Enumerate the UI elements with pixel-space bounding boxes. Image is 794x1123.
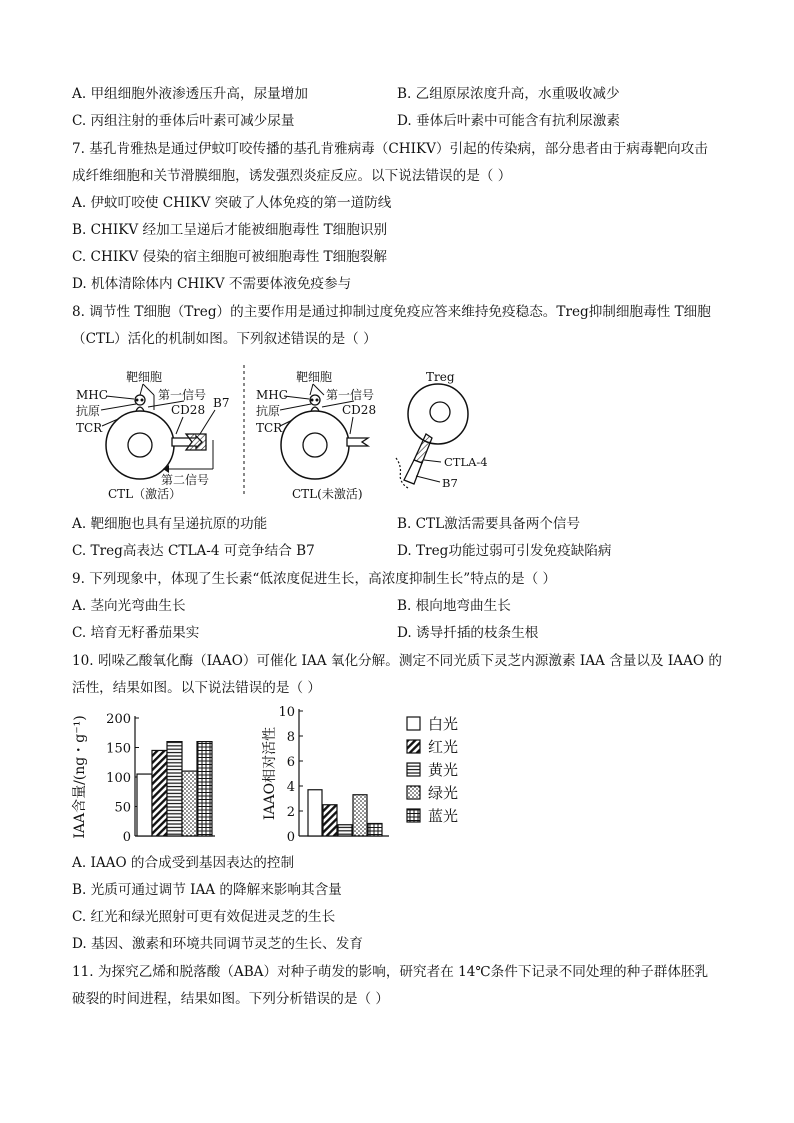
ctl-activation-diagram bbox=[68, 362, 488, 502]
y-tick-label: 2 bbox=[286, 805, 295, 820]
q7-option-b: B. CHIKV 经加工呈递后才能被细胞毒性 T细胞识别 bbox=[72, 222, 388, 238]
q8-option-a: A. 靶细胞也具有呈递抗原的功能 bbox=[72, 516, 268, 532]
q8-option-b: B. CTL激活需要具备两个信号 bbox=[397, 516, 581, 532]
legend-swatch-white bbox=[407, 717, 420, 730]
treg-panel bbox=[396, 370, 488, 490]
label-treg: Treg bbox=[426, 370, 455, 384]
q10-option-b: B. 光质可通过调节 IAA 的降解来影响其含量 bbox=[72, 882, 342, 898]
y-tick-label: 50 bbox=[114, 800, 131, 816]
q10-option-d: D. 基因、激素和环境共同调节灵芝的生长、发育 bbox=[72, 936, 363, 952]
label-antigen: 抗原 bbox=[76, 404, 101, 418]
q9-stem: 9. 下列现象中，体现了生长素“低浓度促进生长，高浓度抑制生长”特点的是（ ） bbox=[72, 571, 557, 587]
label-cd28: CD28 bbox=[171, 403, 206, 417]
q7-stem-line-2: 成纤维细胞和关节滑膜细胞，诱发强烈炎症反应。以下说法错误的是（ ） bbox=[72, 168, 512, 184]
bar-red bbox=[323, 805, 337, 836]
q9-option-d: D. 诱导扦插的枝条生根 bbox=[397, 625, 539, 641]
label-ctl-inactive: CTL(未激活) bbox=[292, 487, 363, 501]
label-cd28-2: CD28 bbox=[342, 403, 377, 417]
legend-label-yellow: 黄光 bbox=[428, 761, 459, 779]
q6-option-b: B. 乙组原尿浓度升高，水重吸收减少 bbox=[397, 86, 620, 102]
label-mhc-2: MHC bbox=[256, 388, 288, 402]
y-tick-label: 0 bbox=[286, 830, 295, 845]
label-signal-1: 第一信号 bbox=[158, 388, 207, 402]
legend-swatch-yellow bbox=[407, 763, 420, 776]
label-ctla4: CTLA-4 bbox=[444, 455, 488, 469]
q10-option-c: C. 红光和绿光照射可更有效促进灵芝的生长 bbox=[72, 909, 336, 925]
q8-option-c: C. Treg高表达 CTLA-4 可竞争结合 B7 bbox=[72, 543, 315, 559]
iaa-content-chart bbox=[72, 712, 215, 845]
q11-stem-line-1: 11. 为探究乙烯和脱落酸（ABA）对种子萌发的影响，研究者在 14℃条件下记录不同处理的种子群体胚乳 bbox=[72, 964, 709, 980]
q7-option-a: A. 伊蚊叮咬使 CHIKV 突破了人体免疫的第一道防线 bbox=[72, 195, 392, 211]
ctl-activated-panel bbox=[76, 369, 229, 501]
y-axis-label: IAAO相对活性 bbox=[262, 726, 278, 821]
label-b7-treg: B7 bbox=[442, 476, 458, 490]
light-quality-legend bbox=[407, 715, 458, 825]
bar-white bbox=[308, 790, 322, 836]
legend-label-red: 红光 bbox=[428, 738, 459, 756]
legend-label-blue: 蓝光 bbox=[428, 807, 459, 825]
bar-blue bbox=[368, 824, 382, 837]
y-tick-label: 150 bbox=[106, 741, 131, 757]
q10-charts bbox=[68, 704, 478, 846]
bar-yellow bbox=[338, 825, 352, 836]
q9-option-a: A. 茎向光弯曲生长 bbox=[72, 598, 186, 614]
bar-white bbox=[137, 774, 152, 836]
label-signal-2: 第二信号 bbox=[161, 473, 210, 487]
q8-stem-line-2: （CTL）活化的机制如图。下列叙述错误的是（ ） bbox=[72, 331, 377, 347]
legend-swatch-red bbox=[407, 740, 420, 753]
legend-swatch-blue bbox=[407, 809, 420, 822]
q10-stem-line-1: 10. 吲哚乙酸氧化酶（IAAO）可催化 IAA 氧化分解。测定不同光质下灵芝内源激素 IAA 含量以及 IAAO 的 bbox=[72, 653, 722, 669]
y-tick-label: 10 bbox=[278, 705, 295, 720]
y-tick-label: 4 bbox=[286, 780, 295, 795]
q8-option-d: D. Treg功能过弱可引发免疫缺陷病 bbox=[397, 543, 612, 559]
label-target-cell-2: 靶细胞 bbox=[296, 370, 333, 384]
q6-option-a: A. 甲组细胞外液渗透压升高，尿量增加 bbox=[72, 86, 308, 102]
y-tick-label: 8 bbox=[286, 730, 295, 745]
q8-stem-line-1: 8. 调节性 T细胞（Treg）的主要作用是通过抑制过度免疫应答来维持免疫稳态。Treg抑制细胞毒性 T细胞 bbox=[72, 304, 711, 320]
y-tick-label: 100 bbox=[106, 771, 131, 786]
ctl-inactive-panel bbox=[256, 369, 376, 501]
q7-option-d: D. 机体清除体内 CHIKV 不需要体液免疫参与 bbox=[72, 276, 352, 292]
bar-green bbox=[353, 795, 367, 836]
y-tick-label: 6 bbox=[286, 755, 295, 770]
b7-bound bbox=[404, 460, 422, 484]
bar-red bbox=[152, 750, 167, 836]
label-mhc: MHC bbox=[76, 388, 108, 402]
q6-option-d: D. 垂体后叶素中可能含有抗利尿激素 bbox=[397, 113, 620, 129]
label-antigen-2: 抗原 bbox=[256, 404, 281, 418]
bar-green bbox=[182, 771, 197, 836]
q10-stem-line-2: 活性，结果如图。以下说法错误的是（ ） bbox=[72, 680, 322, 696]
legend-label-white: 白光 bbox=[428, 715, 459, 733]
q7-stem-line-1: 7. 基孔肯雅热是通过伊蚊叮咬传播的基孔肯雅病毒（CHIKV）引起的传染病，部分患者由于病毒靶向攻击 bbox=[72, 141, 708, 157]
label-ctl-activated: CTL（激活） bbox=[108, 487, 182, 501]
bar-yellow bbox=[167, 742, 182, 836]
legend-label-green: 绿光 bbox=[428, 784, 459, 802]
y-tick-label: 0 bbox=[122, 830, 131, 845]
y-tick-label: 200 bbox=[106, 712, 131, 727]
legend-swatch-green bbox=[407, 786, 420, 799]
iaao-activity-chart bbox=[261, 705, 389, 845]
q9-option-b: B. 根向地弯曲生长 bbox=[397, 598, 511, 614]
q10-option-a: A. IAAO 的合成受到基因表达的控制 bbox=[72, 855, 295, 871]
q7-option-c: C. CHIKV 侵染的宿主细胞可被细胞毒性 T细胞裂解 bbox=[72, 249, 387, 265]
label-target-cell: 靶细胞 bbox=[126, 370, 163, 384]
label-tcr-2: TCR bbox=[256, 421, 283, 435]
q11-stem-line-2: 破裂的时间进程，结果如图。下列分析错误的是（ ） bbox=[72, 991, 389, 1007]
q9-option-c: C. 培育无籽番茄果实 bbox=[72, 625, 200, 641]
label-tcr: TCR bbox=[76, 421, 103, 435]
bar-blue bbox=[197, 742, 212, 836]
y-axis-label: IAA含量/(ng・g⁻¹) bbox=[72, 715, 88, 839]
q6-option-c: C. 丙组注射的垂体后叶素可减少尿量 bbox=[72, 113, 295, 129]
label-signal-1-2: 第一信号 bbox=[326, 388, 375, 402]
label-b7: B7 bbox=[213, 396, 230, 410]
